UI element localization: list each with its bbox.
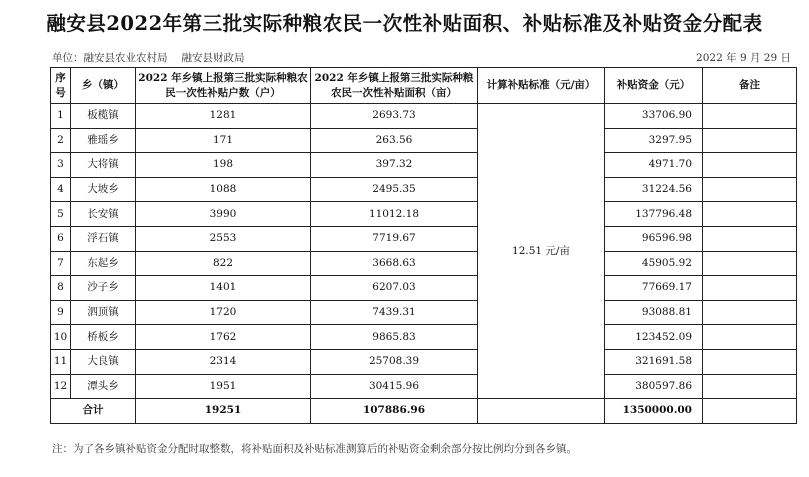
table-header-row — [51, 68, 797, 104]
table-row — [51, 374, 797, 399]
cell-town: 潭头乡 — [71, 374, 136, 399]
total-row — [51, 399, 797, 424]
cell-note — [703, 226, 797, 251]
cell-households: 1720 — [136, 300, 311, 325]
cell-households: 171 — [136, 128, 311, 153]
cell-households: 1951 — [136, 374, 311, 399]
cell-seq: 6 — [51, 226, 71, 251]
cell-area: 2693.73 — [311, 104, 478, 129]
cell-funds: 380597.86 — [605, 374, 703, 399]
cell-area: 397.32 — [311, 153, 478, 178]
cell-funds: 137796.48 — [605, 202, 703, 227]
cell-note — [703, 276, 797, 301]
header-area: 2022 年乡镇上报第三批实际种粮农民一次性补贴面积（亩） — [311, 68, 478, 104]
unit-agriculture-bureau: 融安县农业农村局 — [83, 52, 168, 64]
issue-date: 2022 年 9 月 29 日 — [696, 52, 791, 64]
issuing-units — [52, 50, 245, 65]
cell-area: 263.56 — [311, 128, 478, 153]
unit-label: 单位： — [52, 52, 84, 64]
cell-town: 浮石镇 — [71, 226, 136, 251]
cell-seq: 5 — [51, 202, 71, 227]
table-row — [51, 300, 797, 325]
cell-seq: 9 — [51, 300, 71, 325]
cell-area: 3668.63 — [311, 251, 478, 276]
cell-funds: 321691.58 — [605, 349, 703, 374]
cell-households: 2314 — [136, 349, 311, 374]
total-area: 107886.96 — [311, 399, 478, 424]
cell-funds: 4971.70 — [605, 153, 703, 178]
cell-households: 1401 — [136, 276, 311, 301]
total-note — [703, 399, 797, 424]
cell-note — [703, 104, 797, 129]
cell-households: 3990 — [136, 202, 311, 227]
cell-note — [703, 300, 797, 325]
page-title: 融安县2022年第三批实际种粮农民一次性补贴面积、补贴标准及补贴资金分配表 — [46, 12, 763, 35]
cell-seq: 8 — [51, 276, 71, 301]
cell-households: 1762 — [136, 325, 311, 350]
cell-town: 东起乡 — [71, 251, 136, 276]
table-row — [51, 202, 797, 227]
cell-seq: 7 — [51, 251, 71, 276]
cell-funds: 3297.95 — [605, 128, 703, 153]
cell-note — [703, 153, 797, 178]
header-households: 2022 年乡镇上报第三批实际种粮农民一次性补贴户数（户） — [136, 68, 311, 104]
cell-town: 泗顶镇 — [71, 300, 136, 325]
cell-town: 大将镇 — [71, 153, 136, 178]
cell-note — [703, 128, 797, 153]
table-row — [51, 276, 797, 301]
header-seq: 序号 — [51, 68, 71, 104]
cell-area: 25708.39 — [311, 349, 478, 374]
table-row — [51, 177, 797, 202]
cell-town: 雅瑶乡 — [71, 128, 136, 153]
cell-note — [703, 325, 797, 350]
cell-households: 1088 — [136, 177, 311, 202]
cell-seq: 11 — [51, 349, 71, 374]
cell-note — [703, 251, 797, 276]
cell-note — [703, 202, 797, 227]
total-standard — [478, 399, 605, 424]
header-town: 乡（镇） — [71, 68, 136, 104]
total-label: 合计 — [51, 399, 136, 424]
cell-note — [703, 374, 797, 399]
total-funds: 1350000.00 — [605, 399, 703, 424]
cell-seq: 4 — [51, 177, 71, 202]
cell-households: 822 — [136, 251, 311, 276]
table-row — [51, 128, 797, 153]
cell-seq: 2 — [51, 128, 71, 153]
table-row — [51, 251, 797, 276]
table-row — [51, 349, 797, 374]
table-row — [51, 153, 797, 178]
header-funds: 补贴资金（元） — [605, 68, 703, 104]
cell-households: 198 — [136, 153, 311, 178]
table-row — [51, 325, 797, 350]
footnote: 注：为了各乡镇补贴资金分配时取整数，将补贴面积及补贴标准测算后的补贴资金剩余部分按比例均分到各乡镇。 — [52, 443, 577, 455]
cell-funds: 93088.81 — [605, 300, 703, 325]
cell-funds: 96596.98 — [605, 226, 703, 251]
cell-town: 板榄镇 — [71, 104, 136, 129]
subsidy-allocation-table — [50, 67, 797, 424]
cell-households: 1281 — [136, 104, 311, 129]
header-notes: 备注 — [703, 68, 797, 104]
cell-standard: 12.51 元/亩 — [478, 104, 605, 399]
cell-town: 沙子乡 — [71, 276, 136, 301]
cell-town: 大坡乡 — [71, 177, 136, 202]
cell-funds: 33706.90 — [605, 104, 703, 129]
cell-town: 长安镇 — [71, 202, 136, 227]
total-households: 19251 — [136, 399, 311, 424]
cell-area: 6207.03 — [311, 276, 478, 301]
cell-funds: 123452.09 — [605, 325, 703, 350]
cell-seq: 1 — [51, 104, 71, 129]
cell-town: 桥板乡 — [71, 325, 136, 350]
cell-area: 11012.18 — [311, 202, 478, 227]
table-row — [51, 104, 797, 129]
cell-seq: 3 — [51, 153, 71, 178]
cell-town: 大良镇 — [71, 349, 136, 374]
cell-funds: 45905.92 — [605, 251, 703, 276]
cell-funds: 77669.17 — [605, 276, 703, 301]
header-standard: 计算补贴标准（元/亩） — [478, 68, 605, 104]
cell-funds: 31224.56 — [605, 177, 703, 202]
cell-seq: 10 — [51, 325, 71, 350]
cell-note — [703, 349, 797, 374]
table-row — [51, 226, 797, 251]
cell-area: 9865.83 — [311, 325, 478, 350]
cell-area: 30415.96 — [311, 374, 478, 399]
cell-area: 7439.31 — [311, 300, 478, 325]
unit-finance-bureau: 融安县财政局 — [181, 52, 245, 64]
cell-area: 2495.35 — [311, 177, 478, 202]
cell-note — [703, 177, 797, 202]
cell-households: 2553 — [136, 226, 311, 251]
cell-seq: 12 — [51, 374, 71, 399]
cell-area: 7719.67 — [311, 226, 478, 251]
